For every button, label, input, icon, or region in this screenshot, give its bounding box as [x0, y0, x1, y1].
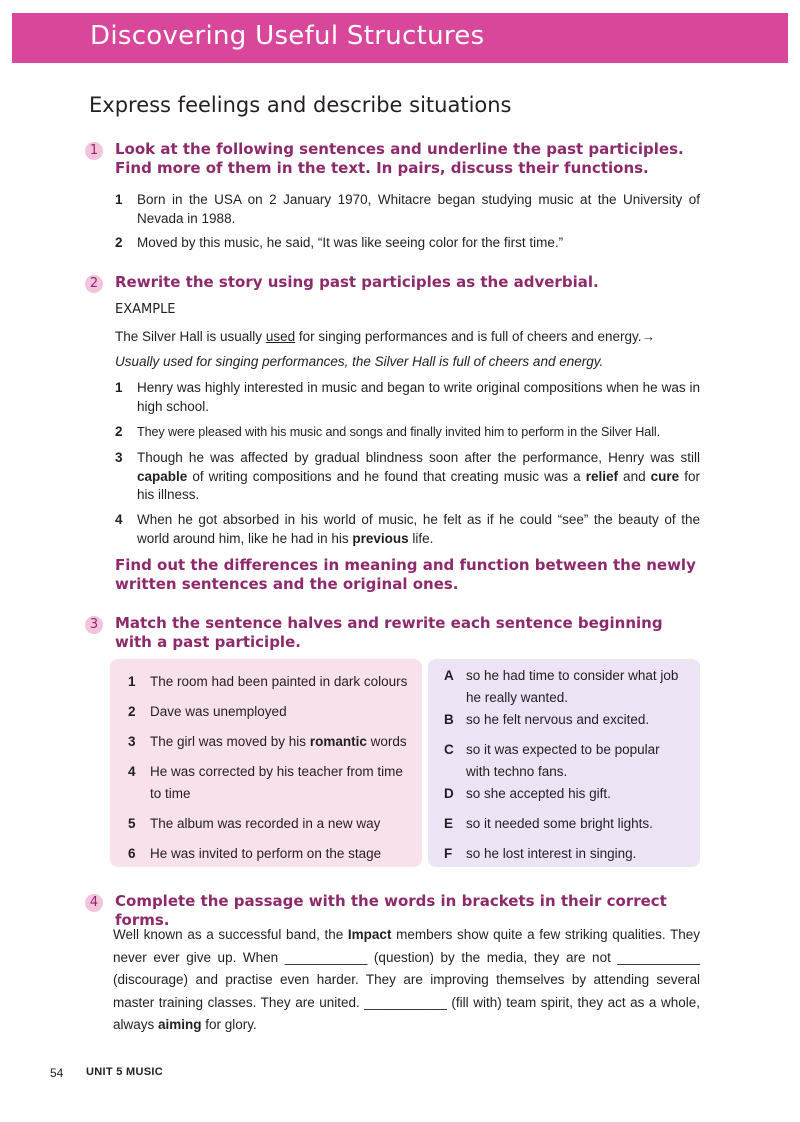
question-1-instruction: Look at the following sentences and underline the past participles. Find more of them in the text. In pairs, discuss their functions.	[115, 140, 684, 177]
match-right-text: so she accepted his gift.	[466, 786, 611, 801]
unit-label: UNIT 5 MUSIC	[86, 1066, 163, 1078]
q2-item-text: They were pleased with his music and songs and finally invited him to perform in the Silver Hall.	[137, 425, 660, 439]
q2-item-number: 3	[115, 450, 123, 465]
match-left-text: The album was recorded in a new way	[150, 816, 381, 831]
q2-follow-up: Find out the differences in meaning and function between the newly written sentences and the original ones.	[115, 556, 696, 593]
match-right-text: so he had time to consider what job	[466, 668, 679, 683]
match-right-letter: D	[444, 786, 454, 801]
match-right-letter: F	[444, 846, 453, 861]
match-right-letter: C	[444, 742, 454, 757]
question-4-instruction: Complete the passage with the words in brackets in their correct forms.	[115, 892, 667, 929]
question-number-2: 2	[85, 275, 103, 293]
q2-item-number: 4	[115, 512, 123, 527]
question-number-1: 1	[85, 142, 103, 160]
example-answer: Usually used for singing performances, the Silver Hall is full of cheers and energy.	[115, 354, 604, 369]
q4-passage: Well known as a successful band, the Impact members show quite a few striking qualities. They never ever give up. When ___________ (question) by the media, they are not ___________ (discourage) and practise even harder. They are improving themselves by attending several master training classes. They are united. ___________ (fill with) team spirit, they act as a whole, always aiming for glory.	[113, 927, 701, 1032]
example-sentence: The Silver Hall is usually used for singing performances and is full of cheers and energy.→	[115, 329, 656, 344]
match-right-text: so it needed some bright lights.	[466, 816, 653, 831]
match-left-text: Dave was unemployed	[150, 704, 287, 719]
match-left-text: He was corrected by his teacher from time	[150, 764, 403, 779]
section-title: Express feelings and describe situations	[89, 93, 512, 117]
match-right-text: with techno fans.	[466, 764, 568, 779]
q2-item-number: 2	[115, 424, 123, 439]
match-left-text: to time	[150, 786, 191, 801]
question-number-3: 3	[85, 616, 103, 634]
match-left-text: The girl was moved by his romantic words	[150, 734, 407, 749]
match-right-text: so he lost interest in singing.	[466, 846, 637, 861]
match-left-text: The room had been painted in dark colours	[150, 674, 408, 689]
match-left-number: 3	[128, 734, 136, 749]
q1-item-text: Born in the USA on 2 January 1970, Whitacre began studying music at the University of Nevada in 1988.	[137, 192, 700, 226]
q2-item-number: 1	[115, 380, 123, 395]
q1-item-text: Moved by this music, he said, “It was like seeing color for the first time.”	[137, 235, 564, 250]
underlined-word: used	[265, 329, 296, 344]
q2-item-text: Henry was highly interested in music and began to write original compositions when he was in high school.	[137, 380, 700, 414]
q2-item-text: When he got absorbed in his world of music, he felt as if he could “see” the beauty of the world around him, like he had in his previous life.	[137, 512, 700, 546]
match-right-letter: A	[444, 668, 454, 683]
match-left-text: He was invited to perform on the stage	[150, 846, 382, 861]
match-left-number: 5	[128, 816, 136, 831]
question-3-instruction: Match the sentence halves and rewrite each sentence beginning with a past participle.	[115, 614, 663, 651]
q1-item-number: 1	[115, 192, 123, 207]
match-right-text: he really wanted.	[466, 690, 569, 705]
q1-item-number: 2	[115, 235, 123, 250]
q2-item-text: Though he was affected by gradual blindness soon after the performance, Henry was still capable of writing compositions and he found that creating music was a relief and cure for his illness.	[137, 450, 701, 502]
page-header-title: Discovering Useful Structures	[90, 21, 485, 51]
match-left-number: 6	[128, 846, 136, 861]
question-number-4: 4	[85, 894, 103, 912]
match-left-number: 4	[128, 764, 136, 779]
example-label: EXAMPLE	[115, 302, 176, 317]
match-right-letter: E	[444, 816, 454, 831]
question-2-instruction: Rewrite the story using past participles as the adverbial.	[115, 273, 599, 291]
match-right-text: so it was expected to be popular	[466, 742, 660, 757]
match-right-letter: B	[444, 712, 454, 727]
page-number: 54	[50, 1066, 64, 1080]
header-bar	[12, 13, 788, 63]
match-left-number: 1	[128, 674, 136, 689]
match-left-number: 2	[128, 704, 136, 719]
match-right-text: so he felt nervous and excited.	[466, 712, 650, 727]
